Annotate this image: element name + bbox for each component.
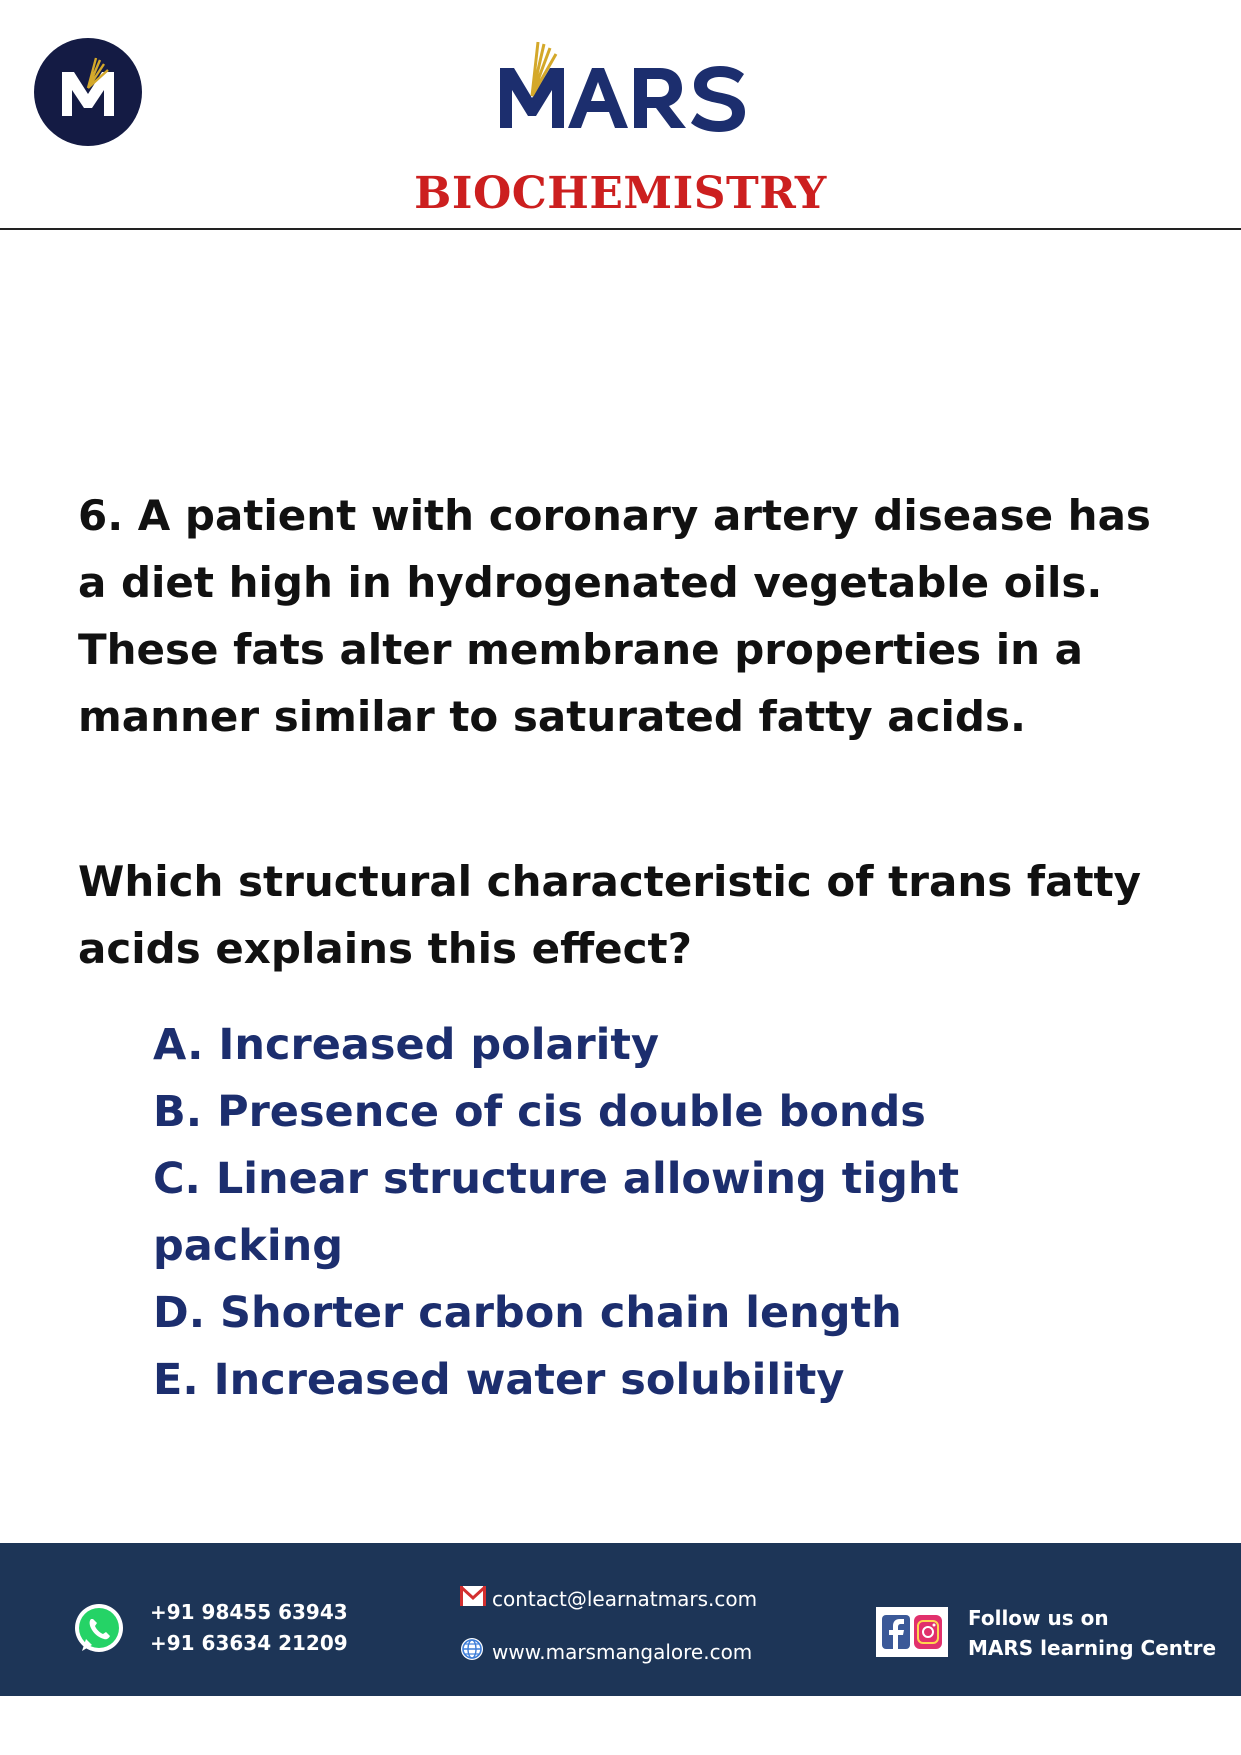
mail-icon xyxy=(460,1586,486,1606)
globe-icon xyxy=(460,1637,484,1661)
page-header xyxy=(0,0,1241,230)
subject-title: BIOCHEMISTRY xyxy=(414,168,827,219)
mars-emblem-logo xyxy=(34,38,142,146)
header-divider xyxy=(0,228,1241,230)
option-d: D. Shorter carbon chain length xyxy=(153,1288,902,1338)
option-e: E. Increased water solubility xyxy=(153,1355,845,1405)
mars-wordmark-logo xyxy=(498,40,750,132)
contact-footer xyxy=(0,1543,1241,1696)
option-a: A. Increased polarity xyxy=(153,1020,659,1070)
phone-number-1[interactable]: +91 98455 63943 xyxy=(150,1600,348,1624)
social-icons xyxy=(876,1607,948,1657)
website-link[interactable]: www.marsmangalore.com xyxy=(492,1640,753,1664)
whatsapp-icon[interactable] xyxy=(72,1601,126,1655)
question-text: 6. A patient with coronary artery disease has a diet high in hydrogenated vegetable oils. These fats alter membrane properties in a manner similar to saturated fatty acids. xyxy=(78,491,1151,741)
email-link[interactable]: contact@learnatmars.com xyxy=(492,1587,758,1611)
option-c: C. Linear structure allowing tight packing xyxy=(153,1154,960,1271)
facebook-icon[interactable] xyxy=(882,1615,910,1649)
follow-label: Follow us on xyxy=(968,1606,1109,1630)
question-prompt: Which structural characteristic of trans fatty acids explains this effect? xyxy=(78,857,1141,973)
option-b: B. Presence of cis double bonds xyxy=(153,1087,926,1137)
answer-options xyxy=(153,1012,1153,1414)
social-account-name[interactable]: MARS learning Centre xyxy=(968,1636,1217,1660)
instagram-icon[interactable] xyxy=(914,1615,942,1649)
phone-number-2[interactable]: +91 63634 21209 xyxy=(150,1631,348,1655)
